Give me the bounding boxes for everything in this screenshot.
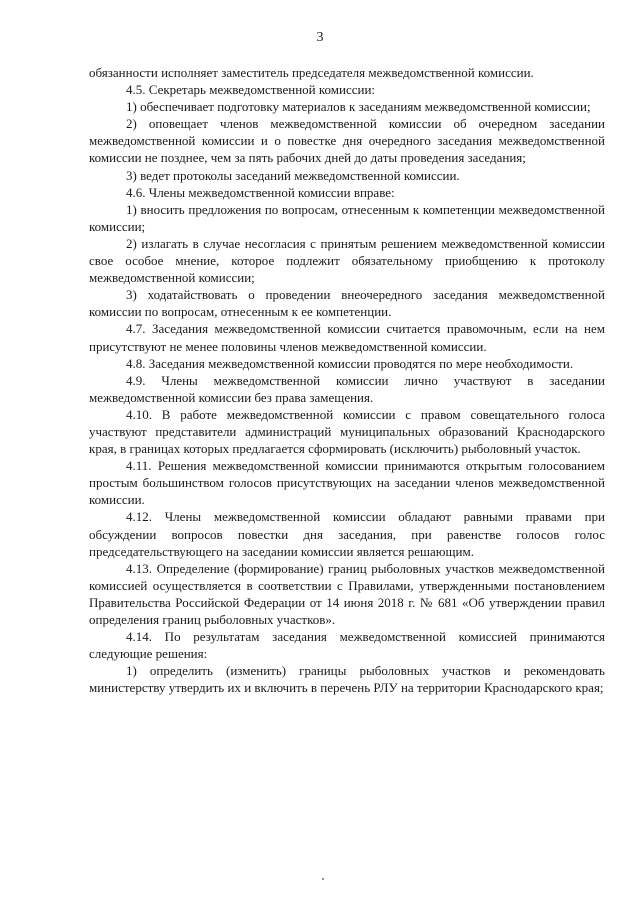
paragraph-4-6-heading: 4.6. Члены межведомственной комиссии вправе: (126, 184, 395, 200)
paragraph-4-14-item-1: 1) определить (изменить) границы рыболовных участков и рекомендовать министерству утвердить их и включить в перечень РЛУ на территории Краснодарского края; (89, 663, 605, 696)
paragraph-4-11: 4.11. Решения межведомственной комиссии принимаются открытым голосованием простым большинством голосов присутствующих на заседании членов межведомственной комиссии. (89, 458, 605, 508)
paragraph-4-6-item-1: 1) вносить предложения по вопросам, отнесенным к компетенции межведомственной комиссии; (89, 201, 605, 234)
paragraph-4-5-item-2: 2) оповещает членов межведомственной комиссии об очередном заседании межведомственной комиссии и о повестке дня очередного заседания межведомственной комиссии не позднее, чем за пять рабочих дней до даты проведения заседания; (89, 116, 605, 166)
paragraph-4-10: 4.10. В работе межведомственной комиссии с правом совещательного голоса участвуют представители администраций муниципальных образований Краснодарского края, в границах которых предлагается сформировать (исключить) рыболовный участок. (89, 406, 605, 457)
page-number: 3 (316, 30, 324, 45)
document-body (89, 64, 605, 696)
paragraph-4-5-item-3: 3) ведет протоколы заседаний межведомственной комиссии. (126, 167, 460, 183)
paragraph-4-5-item-1: 1) обеспечивает подготовку материалов к заседаниям межведомственной комиссии; (126, 99, 591, 115)
paragraph-4-12: 4.12. Члены межведомственной комиссии обладают равными правами при обсуждении вопросов повестки дня заседания, при равенстве голосов голос председательствующего на заседании комиссии является решающим. (89, 509, 605, 559)
paragraph-4-6-item-3: 3) ходатайствовать о проведении внеочередного заседания межведомственной комиссии по вопросам, отнесенным к ее компетенции. (89, 287, 605, 320)
paragraph-continuation: обязанности исполняет заместитель председателя межведомственной комиссии. (89, 65, 534, 80)
scan-speck (322, 878, 324, 880)
paragraph-4-6-item-2: 2) излагать в случае несогласия с принятым решением межведомственной комиссии свое особое мнение, которое подлежит обязательному приобщению к протоколу межведомственной комиссии; (89, 235, 605, 286)
paragraph-4-8: 4.8. Заседания межведомственной комиссии проводятся по мере необходимости. (126, 355, 574, 371)
paragraph-4-7: 4.7. Заседания межведомственной комиссии считается правомочным, если на нем присутствуют не менее половины членов межведомственной комиссии. (89, 321, 605, 354)
paragraph-4-9: 4.9. Члены межведомственной комиссии лично участвуют в заседании межведомственной комиссии без права замещения. (89, 372, 605, 405)
paragraph-4-5-heading: 4.5. Секретарь межведомственной комиссии: (126, 82, 376, 98)
paragraph-4-14-heading: 4.14. По результатам заседания межведомственной комиссией принимаются следующие решения: (89, 629, 605, 662)
paragraph-4-13: 4.13. Определение (формирование) границ рыболовных участков межведомственной комиссией осуществляется в соответствии с Правилами, утвержденными постановлением Правительства Российской Федерации от 14 июня 2018 г. № 681 «Об утверждении правил определения границ рыболовных участков». (89, 560, 605, 627)
